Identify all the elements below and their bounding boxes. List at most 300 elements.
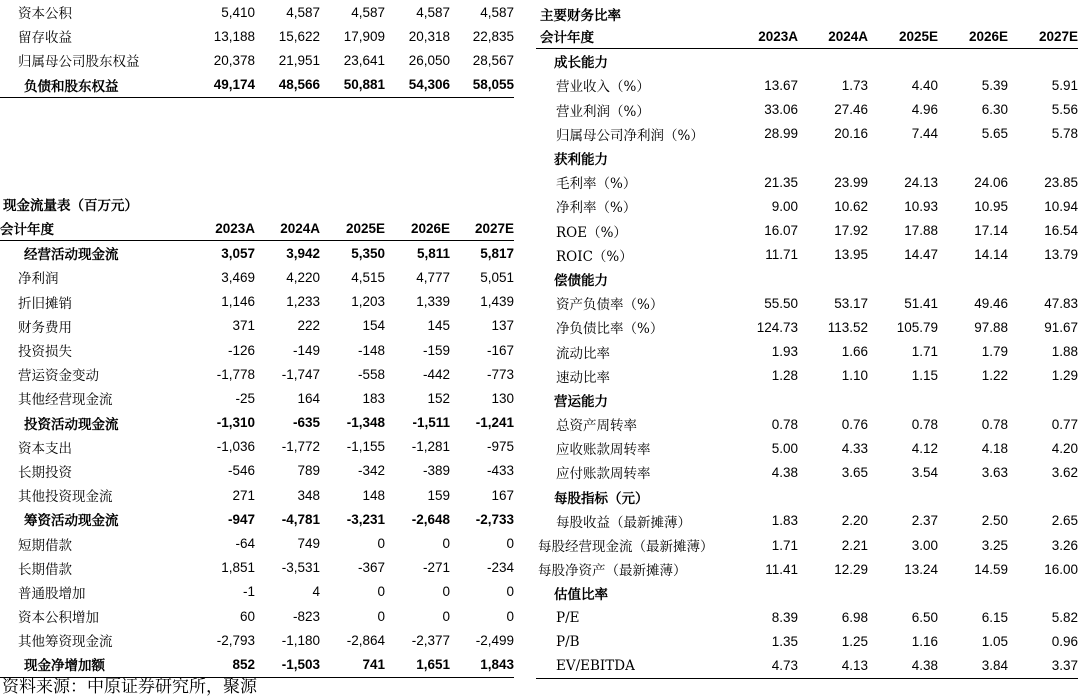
row-value: 4,587	[480, 4, 514, 20]
row-label: 归属母公司净利润（%）	[556, 127, 704, 144]
empty-cell	[868, 485, 938, 509]
cashflow-year: 2023A	[190, 216, 255, 241]
row-value: 1.83	[771, 513, 798, 529]
row-value: 97.88	[974, 319, 1008, 335]
row-value: 4	[312, 584, 320, 600]
row-value: 0	[377, 584, 385, 600]
row-label: P/E	[556, 609, 580, 626]
row-value: -823	[292, 608, 320, 624]
table-row	[0, 459, 514, 483]
row-value: 0	[442, 584, 450, 600]
row-value: -2,733	[475, 511, 514, 527]
row-value: -1,036	[216, 439, 255, 455]
table-row	[536, 533, 1078, 557]
empty-cell	[798, 49, 868, 74]
table-row	[536, 170, 1078, 194]
row-value: -159	[422, 342, 450, 358]
row-value: 4,777	[416, 269, 450, 285]
row-value: 1.93	[771, 344, 798, 360]
empty-cell	[798, 267, 868, 291]
row-value: 3.65	[841, 464, 868, 480]
empty-cell	[726, 146, 798, 170]
row-value: 113.52	[827, 319, 868, 335]
row-value: 3.26	[1051, 537, 1078, 553]
row-value: 348	[297, 487, 320, 503]
row-value: 0.96	[1051, 634, 1078, 650]
row-value: 13.95	[834, 247, 868, 263]
row-value: 5,051	[480, 269, 514, 285]
row-value: 4.40	[911, 77, 938, 93]
row-value: 6.98	[841, 610, 868, 626]
row-value: 1.66	[841, 344, 868, 360]
row-value: 159	[427, 487, 450, 503]
row-label: 其他筹资现金流	[18, 634, 113, 651]
row-label: 营业利润（%）	[556, 103, 650, 120]
row-value: 33.06	[764, 102, 798, 118]
row-value: 23.99	[834, 174, 868, 190]
section-label: 获利能力	[554, 152, 608, 169]
row-value: 4.73	[726, 654, 798, 679]
cashflow-header-label: 会计年度	[0, 216, 190, 241]
cashflow-header-row	[0, 216, 514, 241]
row-value: 3.37	[1008, 654, 1078, 679]
row-label: 每股经营现金流（最新摊薄）	[538, 539, 714, 556]
row-value: -234	[486, 560, 514, 576]
row-value: 53.17	[834, 295, 868, 311]
row-value: 6.15	[981, 610, 1008, 626]
balance-sheet-tail	[0, 0, 514, 98]
row-value: 130	[491, 390, 514, 406]
row-value: -773	[486, 366, 514, 382]
row-value: 1.22	[981, 368, 1008, 384]
row-value: 5.91	[1051, 77, 1078, 93]
row-value: 91.67	[1044, 319, 1078, 335]
table-row	[536, 315, 1078, 339]
cashflow-statement	[0, 216, 514, 678]
cashflow-year: 2027E	[450, 216, 514, 241]
row-value: -947	[227, 511, 255, 527]
row-value: 49.46	[974, 295, 1008, 311]
section-row	[536, 267, 1078, 291]
row-value: -1,503	[255, 652, 320, 677]
row-label: 短期借款	[18, 537, 72, 554]
empty-cell	[798, 581, 868, 605]
empty-cell	[726, 49, 798, 74]
row-value: -2,648	[411, 511, 450, 527]
row-value: 0	[506, 608, 514, 624]
empty-cell	[938, 388, 1008, 412]
row-value: -64	[235, 536, 255, 552]
empty-cell	[868, 49, 938, 74]
row-value: 1,203	[351, 294, 385, 310]
row-label: 投资活动现金流	[24, 416, 119, 433]
row-value: 1.15	[911, 368, 938, 384]
row-label: 应付账款周转率	[556, 466, 651, 483]
table-row	[0, 241, 514, 266]
row-value: 9.00	[771, 198, 798, 214]
row-value: -975	[486, 439, 514, 455]
empty-cell	[798, 485, 868, 509]
row-value: -148	[357, 342, 385, 358]
row-label: 留存收益	[18, 30, 72, 47]
row-value: 0	[442, 536, 450, 552]
row-value: 54,306	[385, 73, 450, 98]
table-row	[0, 338, 514, 362]
empty-cell	[1008, 267, 1078, 291]
row-label: 负债和股东权益	[0, 73, 190, 98]
row-value: 4.38	[868, 654, 938, 679]
ratios-title: 主要财务比率	[540, 8, 621, 24]
row-value: 23,641	[343, 52, 385, 68]
row-value: 10.93	[904, 198, 938, 214]
row-value: 13.67	[764, 77, 798, 93]
row-value: -1,772	[281, 439, 320, 455]
row-value: 1.71	[771, 537, 798, 553]
cashflow-year: 2026E	[385, 216, 450, 241]
row-value: 5.65	[981, 126, 1008, 142]
row-label: 其他投资现金流	[18, 489, 113, 506]
table-row	[536, 73, 1078, 97]
row-value: -1,180	[281, 632, 320, 648]
row-value: 371	[232, 318, 255, 334]
row-value: 16.07	[764, 223, 798, 239]
row-label: EV/EBITDA	[536, 654, 726, 679]
ratios-year: 2024A	[798, 24, 868, 49]
cashflow-title: 现金流量表（百万元）	[3, 198, 138, 214]
row-value: 0.78	[981, 416, 1008, 432]
row-value: 145	[427, 318, 450, 334]
row-value: 8.39	[771, 610, 798, 626]
table-row	[536, 291, 1078, 315]
table-row	[0, 314, 514, 338]
table-row	[0, 435, 514, 459]
row-value: 47.83	[1044, 295, 1078, 311]
row-value: -1,778	[216, 366, 255, 382]
row-value: 4,515	[351, 269, 385, 285]
row-value: 4,220	[286, 269, 320, 285]
row-value: 1.35	[771, 634, 798, 650]
row-value: -1,310	[216, 415, 255, 431]
row-label: 现金净增加额	[0, 652, 190, 677]
row-value: 15,622	[278, 28, 320, 44]
row-value: 14.14	[974, 247, 1008, 263]
ratios-year: 2027E	[1008, 24, 1078, 49]
row-label: 应收账款周转率	[556, 442, 651, 459]
row-label: 净利率（%）	[556, 200, 637, 217]
row-label: 每股收益（最新摊薄）	[556, 514, 691, 531]
row-label: 经营活动现金流	[24, 247, 119, 264]
row-value: 10.62	[834, 198, 868, 214]
row-value: 5,817	[480, 245, 514, 261]
table-row	[0, 0, 514, 24]
section-label: 每股指标（元）	[554, 490, 649, 507]
empty-cell	[938, 485, 1008, 509]
row-value: 0.76	[841, 416, 868, 432]
row-value: 0	[506, 536, 514, 552]
row-value: 21,951	[278, 52, 320, 68]
row-value: 1.88	[1051, 344, 1078, 360]
section-row	[536, 388, 1078, 412]
empty-cell	[868, 267, 938, 291]
row-value: 3.25	[981, 537, 1008, 553]
row-value: 4.20	[1051, 440, 1078, 456]
row-value: 24.13	[904, 174, 938, 190]
empty-cell	[938, 49, 1008, 74]
table-row	[536, 122, 1078, 146]
table-row	[0, 556, 514, 580]
row-value: -2,499	[475, 632, 514, 648]
row-value: 3.84	[938, 654, 1008, 679]
row-label: 资本公积	[18, 6, 72, 23]
section-row	[536, 49, 1078, 74]
row-value: 6.50	[911, 610, 938, 626]
row-value: -4,781	[281, 511, 320, 527]
row-value: -2,864	[346, 632, 385, 648]
row-value: -1,241	[475, 415, 514, 431]
row-value: 26,050	[408, 52, 450, 68]
empty-cell	[726, 581, 798, 605]
row-label: 净负债比率（%）	[556, 321, 664, 338]
row-label: 普通股增加	[18, 585, 86, 602]
cashflow-year: 2024A	[255, 216, 320, 241]
row-value: -2,793	[216, 632, 255, 648]
row-value: 28.99	[764, 126, 798, 142]
row-value: 1,439	[480, 294, 514, 310]
row-label: 资产负债率（%）	[556, 297, 664, 314]
table-row	[0, 290, 514, 314]
row-value: 271	[232, 487, 255, 503]
row-label: 资本公积增加	[18, 610, 99, 627]
row-label: 其他经营现金流	[18, 392, 113, 409]
row-value: 5.00	[771, 440, 798, 456]
section-row	[536, 146, 1078, 170]
row-value: -126	[227, 342, 255, 358]
row-value: 5,410	[221, 4, 255, 20]
row-value: 20,318	[408, 28, 450, 44]
row-value: 1.29	[1051, 368, 1078, 384]
cashflow-table	[0, 216, 514, 678]
row-value: -1,511	[412, 415, 450, 431]
row-value: 137	[491, 318, 514, 334]
ratios-year: 2026E	[938, 24, 1008, 49]
row-value: 4,587	[351, 4, 385, 20]
table-row	[536, 436, 1078, 460]
row-value: 17.14	[974, 223, 1008, 239]
row-value: 4.18	[981, 440, 1008, 456]
source-note: 资料来源：中原证券研究所，聚源	[2, 677, 257, 697]
empty-cell	[868, 146, 938, 170]
row-value: 49,174	[190, 73, 255, 98]
row-value: 167	[491, 487, 514, 503]
row-value: 3.62	[1051, 464, 1078, 480]
row-value: 0.78	[911, 416, 938, 432]
row-value: -25	[235, 390, 255, 406]
table-row	[0, 362, 514, 386]
row-value: 14.47	[904, 247, 938, 263]
row-value: 0.77	[1051, 416, 1078, 432]
row-value: 2.37	[911, 513, 938, 529]
section-label: 营运能力	[554, 393, 608, 410]
row-value: 5,811	[416, 245, 450, 261]
empty-cell	[726, 485, 798, 509]
row-value: 1.73	[841, 77, 868, 93]
table-row	[536, 98, 1078, 122]
row-label: 资本支出	[18, 440, 72, 457]
row-value: 164	[297, 390, 320, 406]
row-value: 3,057	[221, 245, 255, 261]
row-label: 净利润	[18, 271, 59, 288]
row-label: 归属母公司股东权益	[18, 54, 140, 71]
table-row	[536, 339, 1078, 363]
row-value: 22,835	[472, 28, 514, 44]
ratios-panel	[536, 24, 1078, 679]
row-value: 1,339	[416, 294, 450, 310]
row-value: 0	[377, 608, 385, 624]
row-value: -1,281	[411, 439, 450, 455]
row-value: 1,233	[286, 294, 320, 310]
row-value: 14.59	[974, 561, 1008, 577]
empty-cell	[1008, 581, 1078, 605]
row-value: 60	[239, 608, 255, 624]
row-label: 投资损失	[18, 344, 72, 361]
row-value: 2.20	[841, 513, 868, 529]
row-value: 28,567	[472, 52, 514, 68]
row-value: -635	[292, 415, 320, 431]
row-value: 1.28	[771, 368, 798, 384]
table-row	[536, 606, 1078, 630]
empty-cell	[938, 267, 1008, 291]
section-label: 成长能力	[554, 55, 608, 72]
row-value: 4.13	[798, 654, 868, 679]
row-value: 152	[427, 390, 450, 406]
row-value: 20.16	[834, 126, 868, 142]
row-value: -1	[242, 584, 255, 600]
row-value: 4.38	[771, 464, 798, 480]
ratios-year: 2023A	[726, 24, 798, 49]
row-value: -1,155	[346, 439, 385, 455]
section-row	[536, 581, 1078, 605]
row-value: 3.63	[981, 464, 1008, 480]
row-value: 16.54	[1044, 223, 1078, 239]
table-row	[536, 243, 1078, 267]
row-value: 5.78	[1051, 126, 1078, 142]
row-value: 1.16	[911, 634, 938, 650]
row-value: 749	[297, 536, 320, 552]
row-value: 3.00	[911, 537, 938, 553]
balance-table	[0, 0, 514, 98]
row-value: 3,469	[221, 269, 255, 285]
row-value: 4,587	[416, 4, 450, 20]
row-value: 58,055	[450, 73, 514, 98]
row-value: -149	[292, 342, 320, 358]
table-row	[0, 265, 514, 289]
row-value: 10.95	[974, 198, 1008, 214]
row-value: 11.71	[765, 247, 798, 263]
row-value: 5.39	[981, 77, 1008, 93]
row-value: 222	[297, 318, 320, 334]
row-value: 1,851	[221, 560, 255, 576]
row-value: 13.79	[1044, 247, 1078, 263]
row-value: 0	[377, 536, 385, 552]
row-label: 长期投资	[18, 464, 72, 481]
table-row	[536, 557, 1078, 581]
row-value: 1.79	[981, 344, 1008, 360]
row-label: 毛利率（%）	[556, 176, 637, 193]
row-value: 5.82	[1051, 610, 1078, 626]
row-value: 1,651	[385, 652, 450, 677]
ratios-year: 2025E	[868, 24, 938, 49]
row-label: ROE（%）	[556, 224, 627, 241]
row-value: -342	[357, 463, 385, 479]
cashflow-year: 2025E	[320, 216, 385, 241]
table-row	[0, 73, 514, 98]
row-label: 速动比率	[556, 369, 610, 386]
row-value: 105.79	[896, 319, 938, 335]
row-value: -167	[486, 342, 514, 358]
row-value: 16.00	[1044, 561, 1078, 577]
row-value: 51.41	[904, 295, 938, 311]
row-value: 17.92	[834, 223, 868, 239]
section-row	[536, 485, 1078, 509]
row-value: 1.71	[911, 344, 938, 360]
row-value: 21.35	[764, 174, 798, 190]
row-value: 27.46	[834, 102, 868, 118]
row-value: 789	[297, 463, 320, 479]
row-value: 852	[190, 652, 255, 677]
row-value: -1,747	[281, 366, 320, 382]
row-value: 1,843	[450, 652, 514, 677]
row-value: 124.73	[756, 319, 798, 335]
table-row	[0, 483, 514, 507]
row-value: -1,348	[346, 415, 385, 431]
empty-cell	[938, 581, 1008, 605]
table-row	[536, 412, 1078, 436]
row-value: 13.24	[904, 561, 938, 577]
row-value: 55.50	[764, 295, 798, 311]
row-value: 17,909	[343, 28, 385, 44]
empty-cell	[798, 388, 868, 412]
row-label: 总资产周转率	[556, 418, 637, 435]
row-label: 每股净资产（最新摊薄）	[538, 563, 687, 580]
empty-cell	[1008, 49, 1078, 74]
row-value: 48,566	[255, 73, 320, 98]
row-value: 148	[362, 487, 385, 503]
row-value: -3,531	[281, 560, 320, 576]
empty-cell	[726, 267, 798, 291]
empty-cell	[868, 388, 938, 412]
row-value: 0	[506, 584, 514, 600]
row-value: 5.56	[1051, 102, 1078, 118]
row-value: 5,350	[351, 245, 385, 261]
row-value: 4,587	[286, 4, 320, 20]
empty-cell	[1008, 146, 1078, 170]
row-label: 营业收入（%）	[556, 79, 650, 96]
row-value: 12.29	[834, 561, 868, 577]
ratios-header-row	[536, 24, 1078, 49]
row-value: -389	[422, 463, 450, 479]
row-value: -2,377	[411, 632, 450, 648]
empty-cell	[1008, 388, 1078, 412]
row-value: 1.05	[981, 634, 1008, 650]
row-value: 3.54	[911, 464, 938, 480]
section-label: 偿债能力	[554, 272, 608, 289]
table-row	[536, 194, 1078, 218]
row-label: P/B	[556, 633, 580, 650]
row-value: 7.44	[911, 126, 938, 142]
ratios-table	[536, 24, 1078, 679]
row-value: 4.96	[911, 102, 938, 118]
row-value: 6.30	[981, 102, 1008, 118]
